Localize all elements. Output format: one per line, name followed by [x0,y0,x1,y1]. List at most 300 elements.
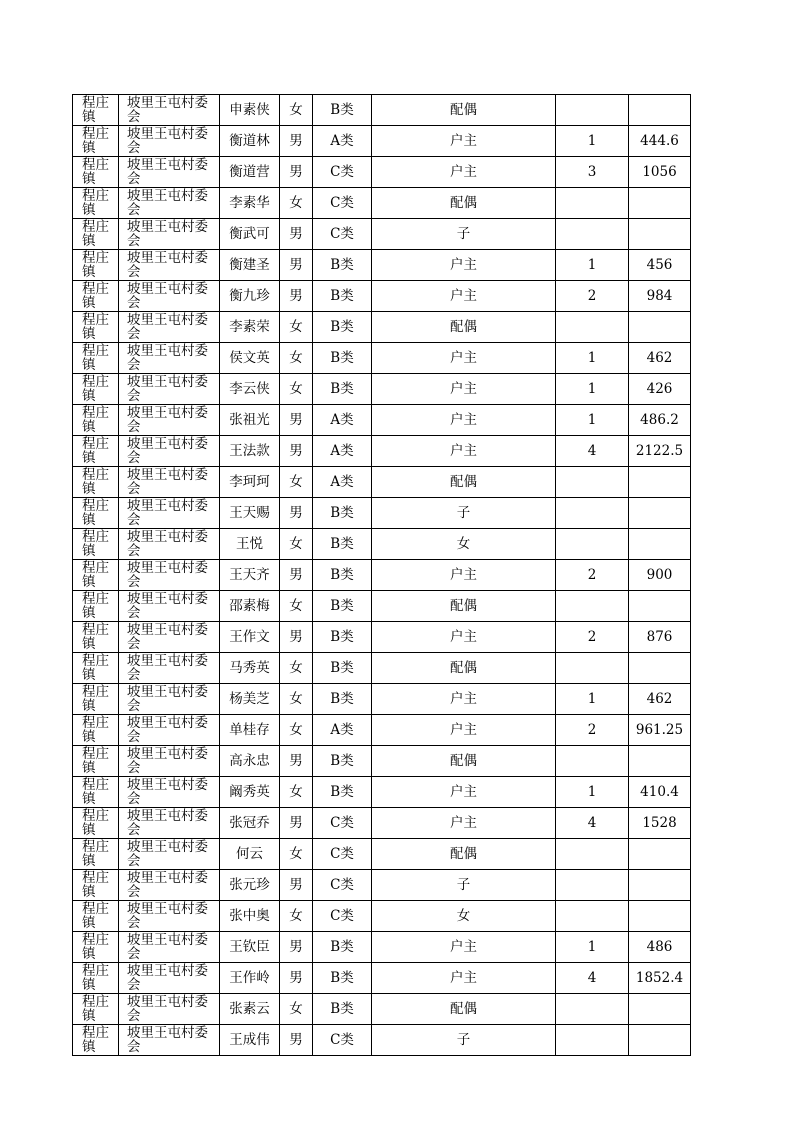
village-cell-text: 坡里王屯村委会 [127,467,208,497]
town-cell-text: 程庄镇 [82,839,109,869]
town-cell [73,188,119,219]
category-cell: B类 [313,932,372,963]
town-cell-text: 程庄镇 [82,870,109,900]
relationship-cell: 户主 [372,560,556,591]
village-cell-text: 坡里王屯村委会 [127,994,208,1024]
village-cell [119,684,220,715]
sex-cell: 男 [280,405,313,436]
category-cell: B类 [313,498,372,529]
village-cell-text: 坡里王屯村委会 [127,901,208,931]
household-count-cell [556,95,629,126]
table-row [73,870,691,901]
category-cell: B类 [313,343,372,374]
category-cell: C类 [313,157,372,188]
village-cell [119,126,220,157]
category-cell: A类 [313,715,372,746]
household-count-cell: 1 [556,250,629,281]
sex-cell: 女 [280,684,313,715]
town-cell [73,250,119,281]
household-count-cell [556,994,629,1025]
amount-cell [629,746,691,777]
relationship-cell: 女 [372,529,556,560]
town-cell-text: 程庄镇 [82,467,109,497]
amount-cell: 462 [629,343,691,374]
relationship-cell: 户主 [372,281,556,312]
village-cell-text: 坡里王屯村委会 [127,436,208,466]
village-cell [119,622,220,653]
amount-cell: 486 [629,932,691,963]
amount-cell: 410.4 [629,777,691,808]
table-row [73,932,691,963]
table-row [73,343,691,374]
sex-cell: 男 [280,1025,313,1056]
sex-cell: 女 [280,95,313,126]
relationship-cell: 户主 [372,405,556,436]
relationship-cell: 户主 [372,126,556,157]
village-cell-text: 坡里王屯村委会 [127,715,208,745]
village-cell-text: 坡里王屯村委会 [127,622,208,652]
amount-cell: 444.6 [629,126,691,157]
amount-cell [629,839,691,870]
town-cell [73,560,119,591]
village-cell [119,312,220,343]
category-cell: C类 [313,839,372,870]
table-row [73,839,691,870]
table-row [73,250,691,281]
village-cell-text: 坡里王屯村委会 [127,343,208,373]
town-cell [73,126,119,157]
category-cell: A类 [313,436,372,467]
name-cell: 王作文 [220,622,280,653]
name-cell: 衡道营 [220,157,280,188]
sex-cell: 女 [280,374,313,405]
sex-cell: 女 [280,312,313,343]
amount-cell: 1056 [629,157,691,188]
village-cell [119,188,220,219]
amount-cell [629,653,691,684]
relationship-cell: 配偶 [372,188,556,219]
town-cell-text: 程庄镇 [82,777,109,807]
amount-cell: 1528 [629,808,691,839]
town-cell [73,312,119,343]
relationship-cell: 户主 [372,684,556,715]
category-cell: B类 [313,560,372,591]
village-cell-text: 坡里王屯村委会 [127,591,208,621]
sex-cell: 男 [280,932,313,963]
amount-cell [629,529,691,560]
name-cell: 杨美芝 [220,684,280,715]
sex-cell: 男 [280,746,313,777]
town-cell-text: 程庄镇 [82,250,109,280]
table-row [73,405,691,436]
amount-cell: 876 [629,622,691,653]
amount-cell [629,870,691,901]
category-cell: B类 [313,653,372,684]
town-cell [73,374,119,405]
table-row [73,994,691,1025]
relationship-cell: 子 [372,870,556,901]
category-cell: A类 [313,126,372,157]
household-count-cell: 4 [556,963,629,994]
amount-cell [629,95,691,126]
amount-cell [629,1025,691,1056]
name-cell: 张祖光 [220,405,280,436]
amount-cell [629,219,691,250]
name-cell: 张中奥 [220,901,280,932]
name-cell: 李素华 [220,188,280,219]
table-row [73,188,691,219]
name-cell: 马秀英 [220,653,280,684]
village-cell-text: 坡里王屯村委会 [127,312,208,342]
household-count-cell: 2 [556,715,629,746]
town-cell-text: 程庄镇 [82,498,109,528]
town-cell-text: 程庄镇 [82,746,109,776]
village-cell-text: 坡里王屯村委会 [127,560,208,590]
category-cell: B类 [313,312,372,343]
category-cell: B类 [313,591,372,622]
household-count-cell [556,529,629,560]
town-cell [73,591,119,622]
town-cell [73,405,119,436]
town-cell [73,746,119,777]
town-cell-text: 程庄镇 [82,188,109,218]
town-cell-text: 程庄镇 [82,653,109,683]
household-count-cell: 1 [556,405,629,436]
sex-cell: 女 [280,901,313,932]
sex-cell: 男 [280,250,313,281]
table-row [73,560,691,591]
relationship-cell: 户主 [372,963,556,994]
amount-cell [629,312,691,343]
sex-cell: 女 [280,994,313,1025]
relationship-cell: 户主 [372,808,556,839]
household-count-cell [556,467,629,498]
household-count-cell [556,901,629,932]
category-cell: C类 [313,219,372,250]
town-cell-text: 程庄镇 [82,684,109,714]
relationship-cell: 女 [372,901,556,932]
table-row [73,436,691,467]
name-cell: 何云 [220,839,280,870]
category-cell: B类 [313,746,372,777]
town-cell-text: 程庄镇 [82,343,109,373]
town-cell [73,95,119,126]
town-cell-text: 程庄镇 [82,901,109,931]
table-row [73,808,691,839]
town-cell-text: 程庄镇 [82,622,109,652]
table-row [73,219,691,250]
sex-cell: 女 [280,188,313,219]
relationship-cell: 户主 [372,436,556,467]
sex-cell: 男 [280,157,313,188]
sex-cell: 女 [280,467,313,498]
household-count-cell [556,746,629,777]
relationship-cell: 子 [372,1025,556,1056]
table-row [73,653,691,684]
table-row [73,529,691,560]
relationship-cell: 户主 [372,157,556,188]
amount-cell [629,467,691,498]
table-row [73,963,691,994]
town-cell [73,777,119,808]
village-cell-text: 坡里王屯村委会 [127,498,208,528]
town-cell-text: 程庄镇 [82,95,109,125]
village-cell [119,374,220,405]
village-cell [119,157,220,188]
household-count-cell: 2 [556,281,629,312]
relationship-cell: 户主 [372,374,556,405]
name-cell: 王钦臣 [220,932,280,963]
category-cell: B类 [313,622,372,653]
village-cell-text: 坡里王屯村委会 [127,281,208,311]
sex-cell: 男 [280,870,313,901]
village-cell-text: 坡里王屯村委会 [127,219,208,249]
relationship-cell: 配偶 [372,994,556,1025]
village-cell-text: 坡里王屯村委会 [127,963,208,993]
village-cell-text: 坡里王屯村委会 [127,95,208,125]
table-row [73,684,691,715]
village-cell-text: 坡里王屯村委会 [127,653,208,683]
name-cell: 王悦 [220,529,280,560]
village-cell-text: 坡里王屯村委会 [127,529,208,559]
sex-cell: 女 [280,777,313,808]
name-cell: 衡道林 [220,126,280,157]
household-count-cell: 1 [556,126,629,157]
village-cell [119,95,220,126]
village-cell-text: 坡里王屯村委会 [127,405,208,435]
amount-cell: 1852.4 [629,963,691,994]
town-cell [73,498,119,529]
village-cell [119,219,220,250]
name-cell: 王作岭 [220,963,280,994]
sex-cell: 男 [280,219,313,250]
sex-cell: 男 [280,963,313,994]
household-count-cell: 4 [556,436,629,467]
town-cell [73,343,119,374]
town-cell-text: 程庄镇 [82,963,109,993]
town-cell [73,219,119,250]
category-cell: B类 [313,684,372,715]
amount-cell [629,498,691,529]
table-row [73,746,691,777]
amount-cell [629,591,691,622]
sex-cell: 男 [280,436,313,467]
assistance-roster-table [72,94,691,1056]
table-body [73,95,691,1056]
household-count-cell [556,591,629,622]
sex-cell: 男 [280,560,313,591]
name-cell: 阚秀英 [220,777,280,808]
village-cell [119,839,220,870]
household-count-cell [556,839,629,870]
household-count-cell: 4 [556,808,629,839]
town-cell [73,529,119,560]
village-cell-text: 坡里王屯村委会 [127,188,208,218]
relationship-cell: 户主 [372,715,556,746]
table-row [73,281,691,312]
village-cell-text: 坡里王屯村委会 [127,684,208,714]
household-count-cell: 3 [556,157,629,188]
town-cell [73,901,119,932]
village-cell [119,529,220,560]
category-cell: C类 [313,901,372,932]
village-cell [119,343,220,374]
town-cell-text: 程庄镇 [82,932,109,962]
town-cell [73,1025,119,1056]
town-cell [73,653,119,684]
category-cell: B类 [313,374,372,405]
household-count-cell: 1 [556,777,629,808]
village-cell-text: 坡里王屯村委会 [127,746,208,776]
relationship-cell: 配偶 [372,467,556,498]
town-cell-text: 程庄镇 [82,374,109,404]
category-cell: C类 [313,808,372,839]
household-count-cell: 1 [556,374,629,405]
relationship-cell: 户主 [372,343,556,374]
village-cell-text: 坡里王屯村委会 [127,932,208,962]
village-cell [119,467,220,498]
name-cell: 邵素梅 [220,591,280,622]
household-count-cell [556,312,629,343]
category-cell: B类 [313,250,372,281]
name-cell: 衡九珍 [220,281,280,312]
amount-cell: 984 [629,281,691,312]
village-cell-text: 坡里王屯村委会 [127,157,208,187]
household-count-cell: 2 [556,622,629,653]
sex-cell: 女 [280,715,313,746]
relationship-cell: 配偶 [372,591,556,622]
relationship-cell: 配偶 [372,312,556,343]
village-cell-text: 坡里王屯村委会 [127,808,208,838]
town-cell [73,436,119,467]
name-cell: 张冠乔 [220,808,280,839]
relationship-cell: 配偶 [372,839,556,870]
table-row [73,374,691,405]
table-row [73,95,691,126]
table-row [73,312,691,343]
village-cell-text: 坡里王屯村委会 [127,1025,208,1055]
relationship-cell: 配偶 [372,653,556,684]
household-count-cell [556,870,629,901]
household-count-cell: 1 [556,343,629,374]
town-cell [73,715,119,746]
category-cell: B类 [313,963,372,994]
category-cell: A类 [313,405,372,436]
village-cell [119,808,220,839]
table-row [73,591,691,622]
table-row [73,498,691,529]
town-cell [73,870,119,901]
village-cell [119,777,220,808]
amount-cell [629,994,691,1025]
name-cell: 王天赐 [220,498,280,529]
table-row [73,622,691,653]
town-cell-text: 程庄镇 [82,157,109,187]
village-cell [119,281,220,312]
category-cell: A类 [313,467,372,498]
sex-cell: 女 [280,653,313,684]
name-cell: 衡建圣 [220,250,280,281]
name-cell: 衡武可 [220,219,280,250]
relationship-cell: 户主 [372,932,556,963]
town-cell-text: 程庄镇 [82,529,109,559]
village-cell [119,715,220,746]
name-cell: 王成伟 [220,1025,280,1056]
name-cell: 单桂存 [220,715,280,746]
household-count-cell [556,219,629,250]
amount-cell: 426 [629,374,691,405]
village-cell [119,994,220,1025]
name-cell: 张元珍 [220,870,280,901]
town-cell-text: 程庄镇 [82,1025,109,1055]
sex-cell: 女 [280,839,313,870]
relationship-cell: 子 [372,498,556,529]
table-row [73,467,691,498]
town-cell-text: 程庄镇 [82,994,109,1024]
village-cell [119,653,220,684]
table-row [73,901,691,932]
name-cell: 申素侠 [220,95,280,126]
town-cell [73,467,119,498]
town-cell [73,839,119,870]
table-row [73,777,691,808]
category-cell: B类 [313,777,372,808]
table-row [73,157,691,188]
sex-cell: 女 [280,529,313,560]
town-cell [73,622,119,653]
village-cell-text: 坡里王屯村委会 [127,126,208,156]
household-count-cell: 1 [556,932,629,963]
town-cell-text: 程庄镇 [82,715,109,745]
town-cell [73,281,119,312]
name-cell: 李珂珂 [220,467,280,498]
household-count-cell [556,1025,629,1056]
category-cell: C类 [313,870,372,901]
town-cell-text: 程庄镇 [82,312,109,342]
name-cell: 李云侠 [220,374,280,405]
relationship-cell: 子 [372,219,556,250]
village-cell [119,870,220,901]
household-count-cell [556,653,629,684]
amount-cell: 486.2 [629,405,691,436]
village-cell [119,1025,220,1056]
name-cell: 王法款 [220,436,280,467]
amount-cell: 456 [629,250,691,281]
table-row [73,715,691,746]
village-cell [119,250,220,281]
relationship-cell: 户主 [372,250,556,281]
category-cell: C类 [313,188,372,219]
town-cell [73,994,119,1025]
name-cell: 高永忠 [220,746,280,777]
category-cell: B类 [313,529,372,560]
household-count-cell [556,498,629,529]
village-cell [119,405,220,436]
amount-cell: 462 [629,684,691,715]
household-count-cell: 1 [556,684,629,715]
amount-cell [629,188,691,219]
sex-cell: 男 [280,622,313,653]
village-cell-text: 坡里王屯村委会 [127,870,208,900]
village-cell [119,560,220,591]
town-cell-text: 程庄镇 [82,126,109,156]
village-cell [119,746,220,777]
amount-cell: 900 [629,560,691,591]
town-cell-text: 程庄镇 [82,219,109,249]
village-cell [119,963,220,994]
table-row [73,1025,691,1056]
sex-cell: 男 [280,808,313,839]
